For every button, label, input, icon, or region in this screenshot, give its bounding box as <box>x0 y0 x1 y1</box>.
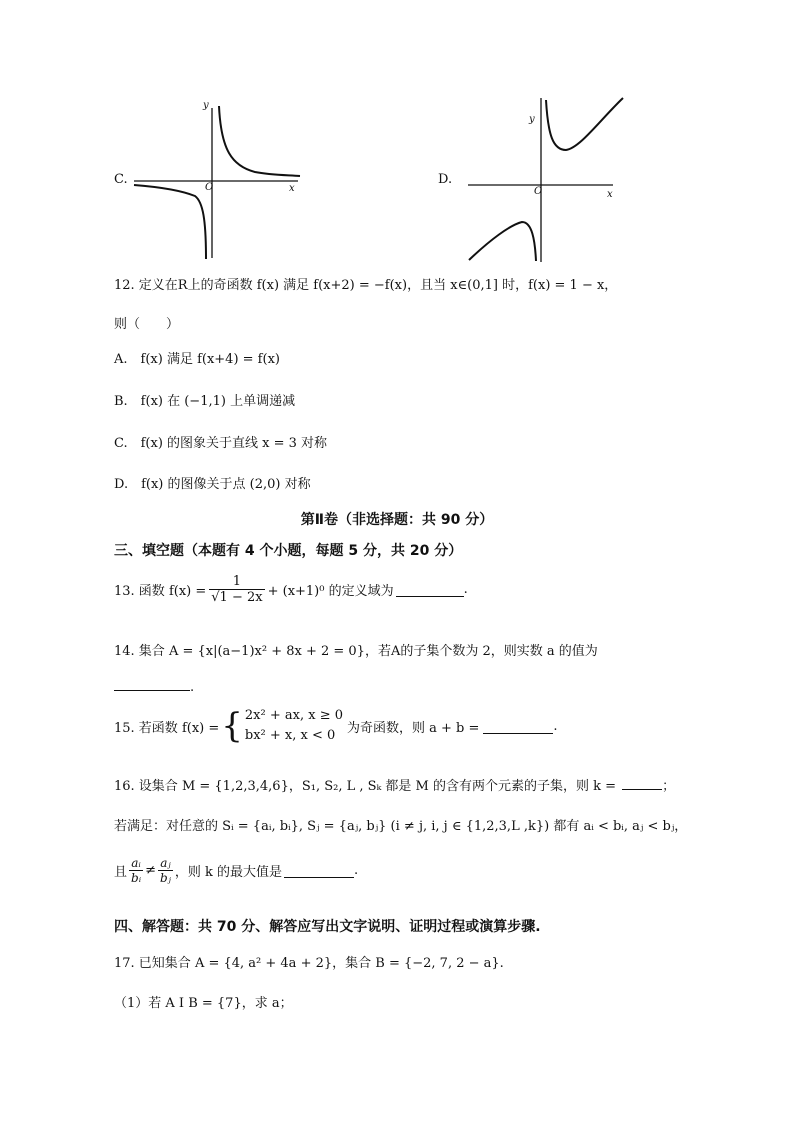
q12-stem: 12. 定义在R上的奇函数 f(x) 满足 f(x+2) = −f(x)，且当 x∈(0,1] 时，f(x) = 1 − x， <box>114 278 618 293</box>
graph-d-curve-right <box>546 98 623 150</box>
q15-prefix: 15. 若函数 f(x) = <box>114 720 220 736</box>
q13-frac-den: √1 − 2x <box>211 590 263 605</box>
q17-part1: （1）若 A I B = {7}，求 a； <box>114 996 293 1011</box>
part2-title: 第Ⅱ卷（非选择题：共 90 分） <box>300 512 494 528</box>
q16-line3-suffix: ，则 k 的最大值是 <box>174 865 283 880</box>
q16-line3-end: . <box>354 863 359 878</box>
q15-suffix: 为奇函数，则 a + b = <box>346 720 480 736</box>
q12-stem-cont: 则（ ） <box>114 317 180 332</box>
q16-line1-end: ； <box>662 779 676 794</box>
option-d-label: D. <box>438 172 453 187</box>
q14-end: . <box>190 680 195 695</box>
q16-frac1-den: bᵢ <box>131 871 142 885</box>
q14-answer-line <box>114 676 194 695</box>
graph-c-x-label: x <box>289 183 295 194</box>
q15 <box>114 706 558 746</box>
q16-line3-prefix: 且 <box>114 865 128 880</box>
q16-line1 <box>114 775 675 794</box>
q13-answer-blank[interactable] <box>396 582 464 597</box>
q15-cases <box>245 706 343 746</box>
q16-frac2 <box>158 856 173 885</box>
q15-case2: bx² + x, x < 0 <box>244 728 336 743</box>
q16-frac2-den: bⱼ <box>160 871 171 885</box>
graph-d-curve-left <box>469 222 536 261</box>
q16-answer-blank-1[interactable] <box>622 775 662 790</box>
q15-answer-blank[interactable] <box>483 719 553 734</box>
section4-title: 四、解答题：共 70 分、解答应写出文字说明、证明过程或演算步骤. <box>114 919 541 935</box>
q13-prefix: 13. 函数 f(x) = <box>114 584 207 599</box>
q15-brace: { <box>221 706 243 746</box>
q13 <box>114 574 468 605</box>
graph-c-y-label: y <box>203 100 209 111</box>
q12-option-a: A. f(x) 满足 f(x+4) = f(x) <box>114 352 280 367</box>
q12-option-c: C. f(x) 的图象关于直线 x = 3 对称 <box>114 436 328 451</box>
option-c-label: C. <box>114 172 128 187</box>
q16-line1-text: 16. 设集合 M = {1,2,3,4,6}，S₁, S₂, L , Sₖ 都是 M 的含有两个元素的子集，则 k = <box>114 779 617 794</box>
q16-line2: 若满足：对任意的 Sᵢ = {aᵢ, bᵢ}, Sⱼ = {aⱼ, bⱼ} (i ≠ j, i, j ∈ {1,2,3,L ,k}) 都有 aᵢ < bᵢ, aⱼ < bⱼ， <box>114 819 688 834</box>
q13-frac-num: 1 <box>209 574 264 590</box>
graph-c-origin-label: O <box>205 182 214 193</box>
q14-text: 14. 集合 A = {x|(a−1)x² + 8x + 2 = 0}，若A的子集个数为 2，则实数 a 的值为 <box>114 644 598 659</box>
q16-frac1-num: aᵢ <box>129 856 143 871</box>
graph-d-origin-label: O <box>534 186 543 197</box>
q13-suffix: + (x+1)⁰ 的定义域为 <box>267 584 394 599</box>
q16-line3 <box>114 856 358 885</box>
section3-title: 三、填空题（本题有 4 个小题，每题 5 分，共 20 分） <box>114 543 463 559</box>
q16-neq: ≠ <box>145 863 157 878</box>
q16-frac2-num: aⱼ <box>158 856 173 871</box>
graph-d-plot <box>0 0 794 300</box>
q12-option-b: B. f(x) 在 (−1,1) 上单调递减 <box>114 394 296 409</box>
q15-case1: 2x² + ax, x ≥ 0 <box>244 708 343 723</box>
q14-answer-blank[interactable] <box>114 676 190 691</box>
q16-answer-blank-2[interactable] <box>284 863 354 878</box>
q16-frac1 <box>129 856 143 885</box>
graph-d-x-label: x <box>607 189 613 200</box>
graph-d-y-label: y <box>529 114 535 125</box>
q13-end: . <box>463 582 468 597</box>
q12-option-d: D. f(x) 的图像关于点 (2,0) 对称 <box>114 477 311 492</box>
q17-stem: 17. 已知集合 A = {4, a² + 4a + 2}，集合 B = {−2, 7, 2 − a}. <box>114 956 504 971</box>
q13-fraction <box>209 574 264 605</box>
q15-end: . <box>553 718 558 734</box>
